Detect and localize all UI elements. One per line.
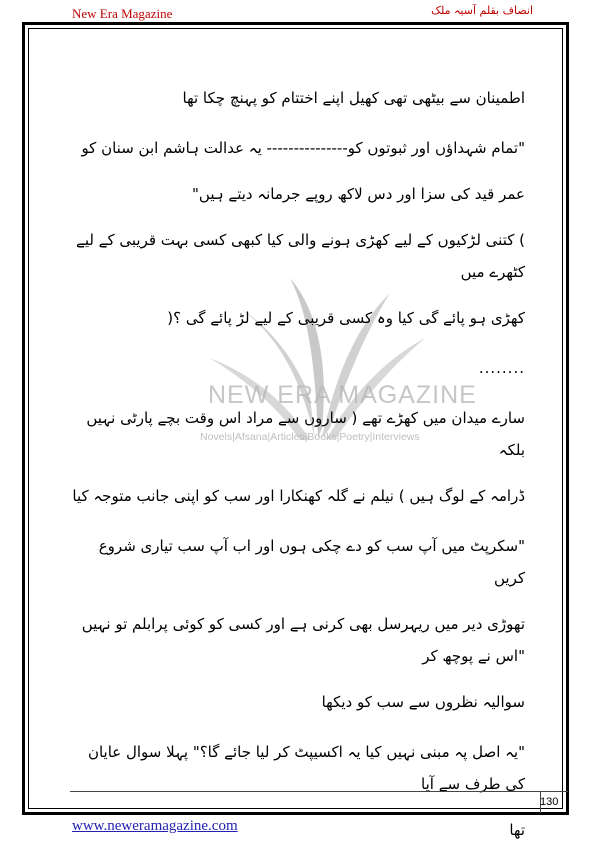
website-link[interactable]: www.neweramagazine.com: [72, 818, 238, 834]
paragraph-line: "سکرپٹ میں آپ سب کو دے چکی ہوں اور اب آپ سب تیاری شروع کریں: [98, 537, 525, 587]
paragraph-line: ڈرامہ کے لوگ ہیں ) نیلم نے گلہ کھنکارا اور سب کو اپنی جانب متوجہ کیا: [72, 487, 525, 505]
paragraph-line: "تمام شہداؤں اور ثبوتوں کو--------------- یہ عدالت ہاشم ابن سنان کو: [81, 139, 525, 157]
paragraph-line: تھا: [509, 821, 525, 839]
paragraph-line: "یہ اصل پہ مبنی نہیں کیا یہ اکسیپٹ کر لیا جائے گا؟" پہلا سوال عایان کی طرف سے آیا: [87, 743, 525, 793]
paragraph-line: اطمینان سے بیٹھی تھی کھیل اپنے اختتام کو پہنچ چکا تھا: [182, 89, 525, 107]
paragraph-line: ) کتنی لڑکیوں کے لیے کھڑی ہونے والی کیا کبھی کسی بہت قریبی کے لیے کٹھرے میں: [76, 231, 525, 281]
magazine-name: New Era Magazine: [72, 6, 173, 21]
section-break-dots: ........: [478, 359, 525, 377]
footer-rule: [70, 791, 568, 792]
paragraph-line: سارے میدان میں کھڑے تھے ( ساروں سے مراد اس وقت بچے پارٹی نہیں بلکہ: [86, 409, 525, 459]
watermark-title: NEW ERA MAGAZINE: [208, 381, 477, 409]
paragraph-line: سوالیہ نظروں سے سب کو دیکھا: [321, 693, 525, 711]
page-number: 130: [540, 796, 559, 808]
paragraph-line: تھوڑی دیر میں ریہرسل بھی کرنی ہے اور کسی کو کوئی پرابلم تو نہیں "اس نے پوچھ کر: [81, 615, 525, 665]
paragraph-line: عمر قید کی سزا اور دس لاکھ روپے جرمانہ دیتے ہیں": [192, 185, 525, 203]
paragraph-line: کھڑی ہو پائے گی کیا وہ کسی قریبی کے لیے لڑ پائے گی ؟(: [167, 309, 525, 327]
story-body: [70, 70, 525, 846]
story-credit: انصاف بقلم آسیہ ملک: [431, 4, 533, 17]
watermark-subtitle: Novels|Afsana|Articles|Books|Poetry|Interviews: [200, 431, 420, 443]
